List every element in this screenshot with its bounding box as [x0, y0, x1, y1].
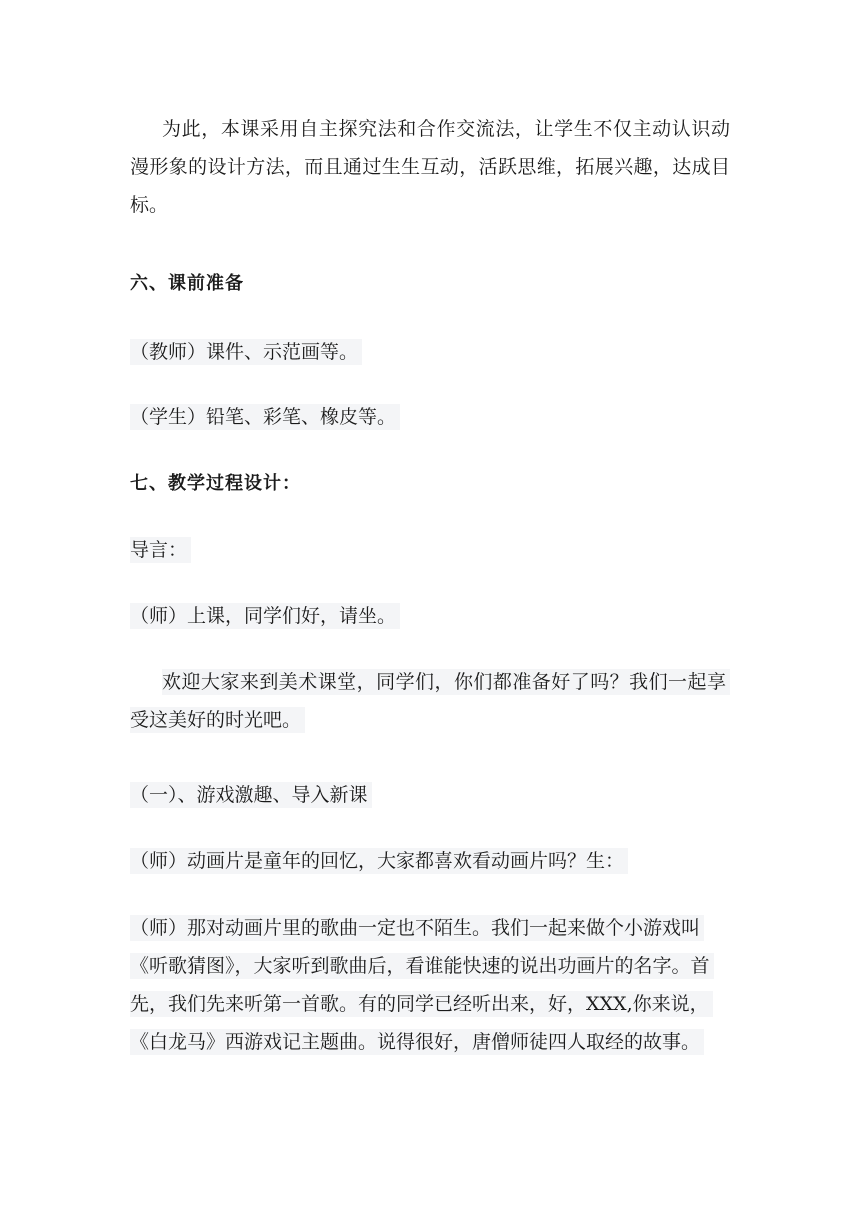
intro-label-line	[130, 531, 730, 569]
teacher-prep-line	[130, 333, 730, 371]
greeting-text: （师）上课，同学们好，请坐。	[130, 603, 400, 629]
cartoon-question-text: （师）动画片是童年的回忆，大家都喜欢看动画片吗？生：	[130, 848, 628, 874]
game-description-paragraph	[130, 909, 730, 1061]
student-prep-line	[130, 398, 730, 436]
section-7-heading	[130, 465, 730, 503]
teacher-prep-text: （教师）课件、示范画等。	[130, 339, 362, 365]
section-6-heading-text: 六、课前准备	[130, 273, 244, 294]
cartoon-question-line	[130, 842, 730, 880]
section-7-heading-text: 七、教学过程设计：	[130, 473, 301, 494]
greeting-line	[130, 597, 730, 635]
student-prep-text: （学生）铅笔、彩笔、橡皮等。	[130, 404, 400, 430]
section-6-heading	[130, 265, 730, 303]
part-1-title-text: （一）、游戏激趣、导入新课	[130, 782, 372, 808]
method-paragraph-text: 为此，本课采用自主探究法和合作交流法，让学生不仅主动认识动漫形象的设计方法，而且通过生生互动，活跃思维，拓展兴趣，达成目标。	[130, 118, 730, 216]
part-1-title-line	[130, 776, 730, 814]
welcome-text: 欢迎大家来到美术课堂，同学们，你们都准备好了吗？我们一起享受这美好的时光吧。	[130, 669, 730, 733]
method-paragraph	[130, 110, 730, 224]
welcome-paragraph	[130, 663, 730, 739]
intro-label-text: 导言：	[130, 537, 191, 563]
game-description-text: （师）那对动画片里的歌曲一定也不陌生。我们一起来做个小游戏叫《听歌猜图》，大家听到歌曲后，看谁能快速的说出功画片的名字。首先，我们先来听第一首歌。有的同学已经听出来，好，XXX,你来说，《白龙马》西游戏记主题曲。说得很好，唐僧师徒四人取经的故事。	[130, 915, 714, 1055]
